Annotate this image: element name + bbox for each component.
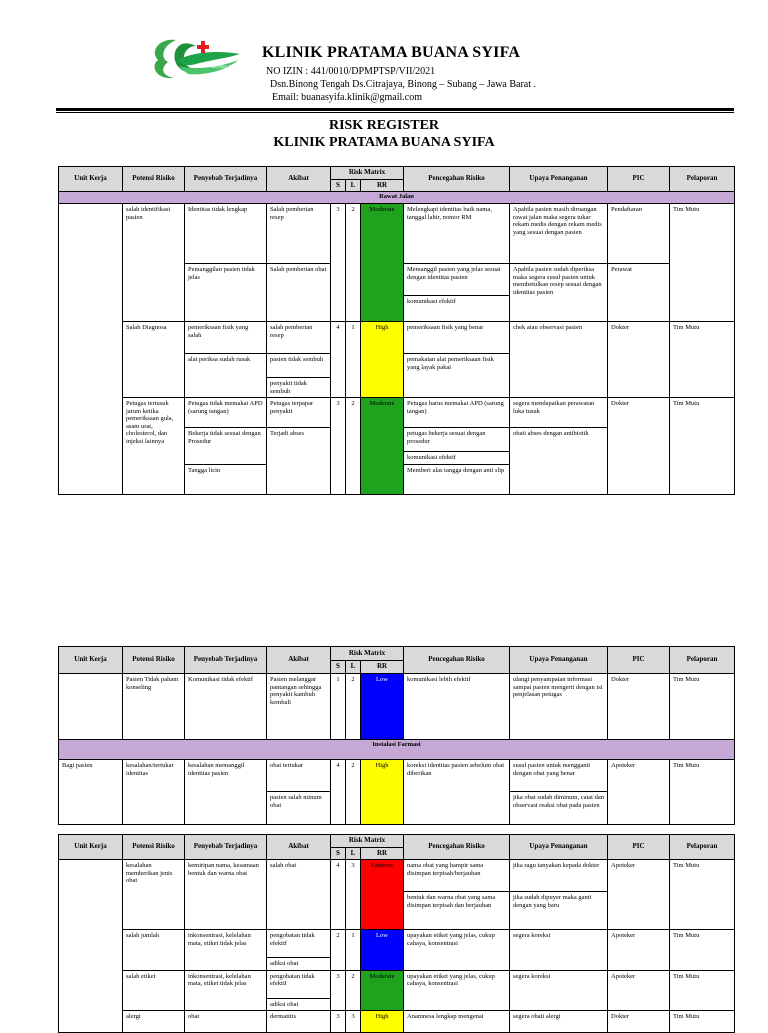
col-pencegahan: Pencegahan Risiko [404,167,510,192]
unit-cell [59,1011,123,1033]
risk-table-1: Unit Kerja Potensi Risiko Penyebab Terjadinya Akibat Risk Matrix Pencegahan Risiko Upaya Penanganan PIC Pelaporan S L RR Rawat Jalan salah identifikasi pasien Identitas tidak lengkap Salah pemberian resep 3 2 Moderate Melengkapi identitas baik nama, tanggal lahir, nomor RM Apabila pasien masih diruangan rawat jalan maka segera tukar rekam medis dengan rekam medis yang sesuai dengan pasien Pendaftaran Tim Mutu Pemanggilan pasien tidak jelas Salah pemberian obat Memanggil pasien yang jelas sesuai dengan identitas pasien Apabila pasien sudah diperiksa maka segera susul pasien untuk membetulkan resep sesuai dengan identitas pasien Perawat komunikasi efektif Salah Diagnosa pemeriksaan fisik yang salah salah pemberian resep 4 1 High pemeriksaan fisik yang benar chek atau observasi pasien Dokter Tim Mutu alat periksa sudah rusak pasien tidak sembuh pemakaian alat pemeriksaan fisik yang layak pakai penyakit tidak sembuh Petugas tertusuk jarum ketika pemeriksaan gula, asam urat, cholesterol, dan injeksi lainnya Petugas tidak memakai APD (sarung tangan) Petugas terpapar penyakit 3 2 Moderate Petugas harus memakai APD (sarung tangan) segera mendapatkan perawatan luka tusuk Dokter Tim Mutu Bekerja tidak sesuai dengan Prosedur Terjadi abses petugas bekerja sesuai dengan prosedur obati abses dengan antibiotik komunikasi efektif Tangga licin Memberi alas tangga dengan anti slip [58,166,735,495]
col-rr: RR [361,179,404,192]
letterhead-rule-thin [56,112,734,113]
section-instalasi-farmasi: Instalasi Farmasi [59,740,735,760]
unit-cell [59,204,123,398]
table-row: alergi obat dermatitis 3 3 High Anamnesa lengkap mengenai segera obati alergi Dokter Tim Mutu [59,1011,735,1033]
header-row [59,167,735,180]
col-pelaporan: Pelaporan [670,167,735,192]
col-unit: Unit Kerja [59,167,123,192]
clinic-email: Email: buanasyifa.klinik@gmail.com [272,92,423,103]
unit-cell [59,398,123,495]
table-row: Petugas tertusuk jarum ketika pemeriksaan gula, asam urat, cholesterol, dan injeksi lainnya Petugas tidak memakai APD (sarung tangan) Petugas terpapar penyakit 3 2 Moderate Petugas harus memakai APD (sarung tangan) segera mendapatkan perawatan luka tusuk Dokter Tim Mutu [59,398,735,428]
col-l: L [346,179,361,192]
clinic-address: Dsn.Binong Tengah Ds.Citrajaya, Binong – Subang – Jawa Barat . [270,79,537,90]
risk-rating-badge: Low [361,930,404,971]
table-row: salah etiket inkonsentrasi, kelelahan mata, etiket tidak jelas pengobatan tidak efektif 3 2 Moderate upayakan etiket yang jelas, cukup cahaya, konsentrasi segera koreksi Apoteker Tim Mutu [59,970,735,998]
risk-rating-badge: Extreme [361,860,404,930]
table-row: alat periksa sudah rusak pasien tidak sembuh pemakaian alat pemeriksaan fisik yang layak pakai [59,354,735,378]
table-row: salah jumlah inkonsentrasi, kelelahan mata, etiket tidak jelas pengobatan tidak efektif 2 1 Low upayakan etiket yang jelas, cukup cahaya, konsentrasi segera koreksi Apoteker Tim Mutu [59,930,735,958]
col-penyebab: Penyebab Terjadinya [185,167,267,192]
header-row: Unit Kerja Potensi Risiko Penyebab Terjadinya Akibat Risk Matrix Pencegahan Risiko Upaya Penanganan PIC Pelaporan [59,647,735,661]
table-row: kesalahan memberikan jenis obat kemiripan nama, kesamaan bentuk dan warna obat salah obat 4 3 Extreme nama obat yang hampir sama disimpan terpisah/berjauhan jika ragu tanyakan kepada dokter Apoteker Tim Mutu [59,860,735,892]
risk-rating-badge: Moderate [361,204,404,322]
letterhead-rule [56,108,734,111]
table-row: Bekerja tidak sesuai dengan Prosedur Terjadi abses petugas bekerja sesuai dengan prosedur obati abses dengan antibiotik [59,428,735,452]
risk-rating-badge: Moderate [361,970,404,1011]
col-upaya: Upaya Penanganan [510,167,608,192]
unit-cell [59,860,123,999]
unit-cell [59,674,123,740]
unit-cell [59,998,123,1011]
table-row: Pasien Tidak paham konseling Komunikasi tidak efektif Pasien melanggar pantangan sehingga penyakit kambuh kembali 1 2 Low komunikasi lebih efektif ulangi penyampaian informasi sampai pasien mengerti dengan isi penjelasan petugas Dokter Tim Mutu [59,674,735,740]
risk-table-2: Unit Kerja Potensi Risiko Penyebab Terjadinya Akibat Risk Matrix Pencegahan Risiko Upaya Penanganan PIC Pelaporan S L RR Pasien Tidak paham konseling Komunikasi tidak efektif Pasien melanggar pantangan sehingga penyakit kambuh kembali 1 2 Low komunikasi lebih efektif ulangi penyampaian informasi sampai pasien mengerti dengan isi penjelasan petugas Dokter Tim Mutu Instalasi Farmasi Bagi pasien kesalahan/tertukar identitas kesalahan memanggil identitas pasien obat tertukar 4 2 High koreksi identitas pasien sebelum obat diberikan susul pasien untuk mengganti dengan obat yang benar Apoteker Tim Mutu pasien salah minum obat jika obat sudah diminum, catat dan observasi reaksi obat pada pasien [58,646,735,825]
risk-rating-badge: Low [361,674,404,740]
logo-text: BUANA SYIFA [212,64,242,69]
risk-table-3: Unit Kerja Potensi Risiko Penyebab Terjadinya Akibat Risk Matrix Pencegahan Risiko Upaya Penanganan PIC Pelaporan S L RR kesalahan memberikan jenis obat kemiripan nama, kesamaan bentuk dan warna obat salah obat 4 3 Extreme nama obat yang hampir sama disimpan terpisah/berjauhan jika ragu tanyakan kepada dokter Apoteker Tim Mutu bentuk dan warna obat yang sama disimpan terpisah dan berjauhan jika sudah dipuyer maka ganti dengan yang baru salah jumlah inkonsentrasi, kelelahan mata, etiket tidak jelas pengobatan tidak efektif 2 1 Low upayakan etiket yang jelas, cukup cahaya, konsentrasi segera koreksi Apoteker Tim Mutu adiksi obat salah etiket inkonsentrasi, kelelahan mata, etiket tidak jelas pengobatan tidak efektif 3 2 Moderate upayakan etiket yang jelas, cukup cahaya, konsentrasi segera koreksi Apoteker Tim Mutu adiksi obat alergi obat dermatitis 3 3 High Anamnesa lengkap mengenai segera obati alergi Dokter Tim Mutu [58,834,735,1033]
letterhead [262,44,536,104]
clinic-logo [148,34,248,84]
table-row: pasien salah minum obat jika obat sudah diminum, catat dan observasi reaksi obat pada pasien [59,792,735,825]
risk-rating-badge: High [361,1011,404,1033]
col-risk-matrix: Risk Matrix [331,167,404,180]
table-row: Pemanggilan pasien tidak jelas Salah pemberian obat Memanggil pasien yang jelas sesuai dengan identitas pasien Apabila pasien sudah diperiksa maka segera susul pasien untuk membetulkan resep sesuai dengan identitas pasien Perawat [59,264,735,296]
risk-rating-badge: Moderate [361,398,404,495]
document-subtitle: KLINIK PRATAMA BUANA SYIFA [273,135,495,150]
header-row: Unit Kerja Potensi Risiko Penyebab Terjadinya Akibat Risk Matrix Pencegahan Risiko Upaya Penanganan PIC Pelaporan [59,835,735,848]
permit-number: NO IZIN : 441/0010/DPMPTSP/VII/2021 [266,66,436,77]
document-title: RISK REGISTER [328,118,440,133]
table-row: bentuk dan warna obat yang sama disimpan terpisah dan berjauhan jika sudah dipuyer maka ganti dengan yang baru [59,892,735,930]
col-pic: PIC [608,167,670,192]
col-potensi: Potensi Risiko [123,167,185,192]
col-s: S [331,179,346,192]
table-row: Bagi pasien kesalahan/tertukar identitas kesalahan memanggil identitas pasien obat tertukar 4 2 High koreksi identitas pasien sebelum obat diberikan susul pasien untuk mengganti dengan obat yang benar Apoteker Tim Mutu [59,760,735,792]
section-rawat-jalan: Rawat Jalan [59,192,735,204]
risk-rating-badge: High [361,322,404,398]
table-row: Salah Diagnosa pemeriksaan fisik yang salah salah pemberian resep 4 1 High pemeriksaan fisik yang benar chek atau observasi pasien Dokter Tim Mutu [59,322,735,354]
col-akibat: Akibat [267,167,331,192]
risk-rating-badge: High [361,760,404,825]
clinic-name: KLINIK PRATAMA BUANA SYIFA [262,44,521,61]
table-row: salah identifikasi pasien Identitas tidak lengkap Salah pemberian resep 3 2 Moderate Melengkapi identitas baik nama, tanggal lahir, nomor RM Apabila pasien masih diruangan rawat jalan maka segera tukar rekam medis dengan rekam medis yang sesuai dengan pasien Pendaftaran Tim Mutu [59,204,735,264]
table-row: Tangga licin Memberi alas tangga dengan anti slip [59,464,735,494]
